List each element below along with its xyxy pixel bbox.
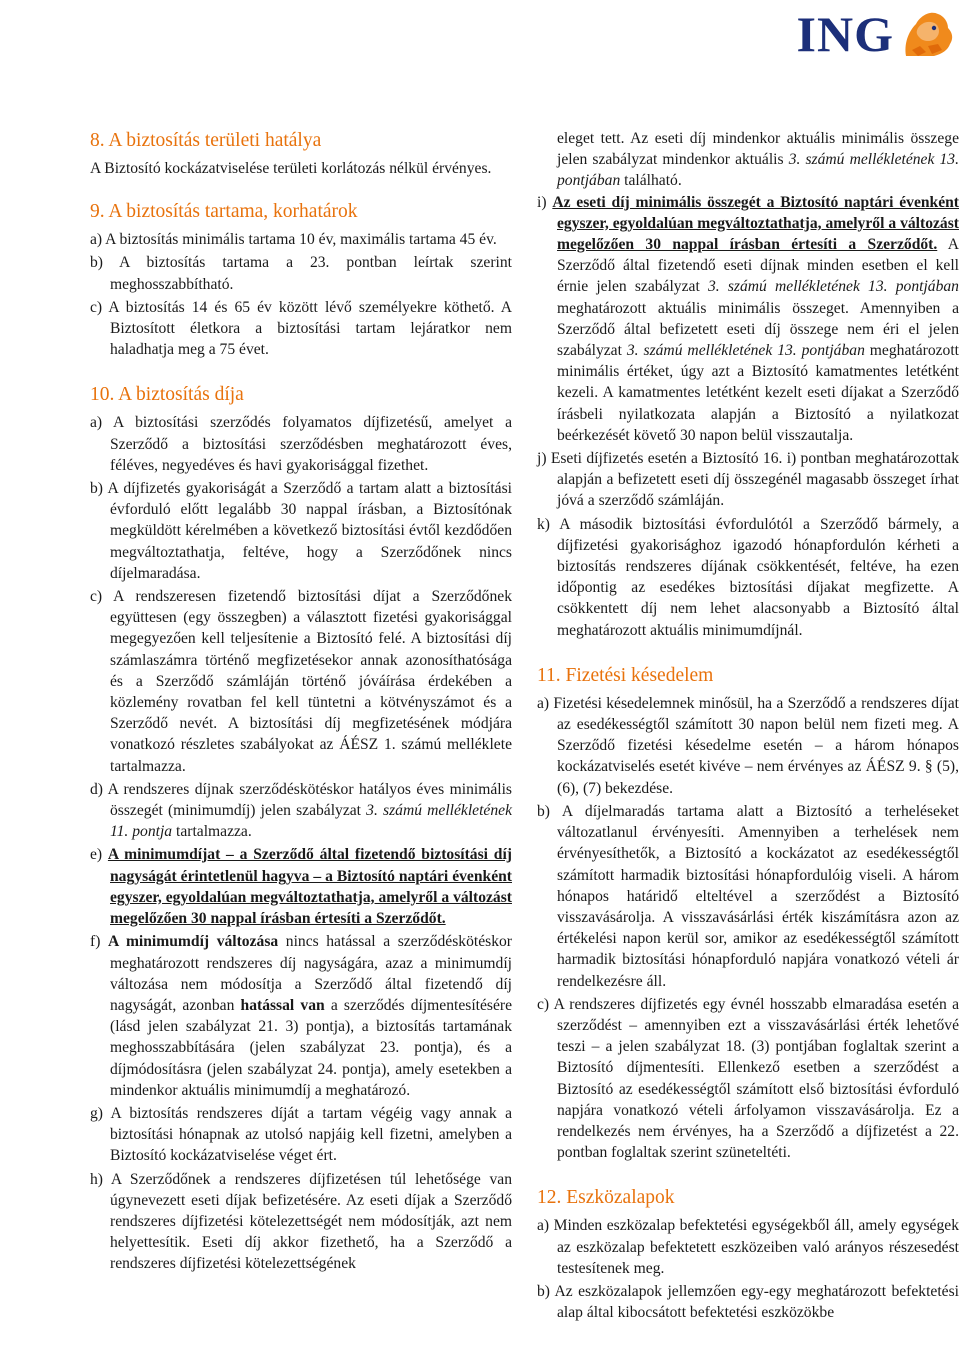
section-9-item-b: b) A biztosítás tartama a 23. pontban leírtak szerint meghosszabbítható.: [90, 254, 512, 293]
section-10-item-d: d) A rendszeres díjnak szerződéskötéskor hatályos éves minimális összegét (minimumdíj) jelen szabályzat 3. számú mellékletének 11. pontja tartalmazza.: [90, 780, 512, 841]
left-column: [90, 128, 512, 1277]
section-10-title: 10. A biztosítás díja: [90, 384, 244, 406]
logo-text: ING: [796, 6, 894, 62]
section-11-item-b: b) A díjelmaradás tartama alatt a Biztosító a terheléseket változatlanul érvényesíti. Amennyiben a terhelések nem érvényesíthetők, a Biztosító a kockázatot az esedékességtől számított harmadik biztosítási hónapfordulóig viseli. A három hónapos határidő elteltével a szerződést a Biztosító visszavásárolja. A visszavásárlási érték kiszámításra azon az értékelési napon kerül sor, amikor az esedékességtől számított harmadik biztosítási hónapforduló napjára vonatkozó vételi ár rendelkezésre áll.: [537, 802, 959, 990]
section-10-item-g: g) A biztosítás rendszeres díját a tartam végéig vagy annak a biztosítási hónapnak az utolsó napjáig kell fizetni, amelyben a Biztosító kockázatviselése véget ért.: [90, 1104, 512, 1165]
emphasis-text: Az eseti díj minimális összegét a Biztosító naptári évenként egyszer, egyoldalúan megváltoztathatja, amelyről a változást megelőzően 30 nappal írásban értesíti a Szerződőt.: [552, 193, 959, 254]
section-12-item-b: b) Az eszközalapok jellemzően egy-egy meghatározott befektetési alap által kibocsátott befektetési eszközökbe: [537, 1282, 959, 1322]
section-10-item-b: b) A díjfizetés gyakoriságát a Szerződő a tartam alatt a biztosítási évforduló előtt legalább 30 nappal írásban, a Biztosítónak megküldött kérelmében a következő biztosítási évtől kezdődően megváltoztathatja, feltéve, hogy a Szerződőnek nincs díjelmaradása.: [90, 480, 512, 582]
right-column: [537, 128, 959, 1325]
section-11-title: 11. Fizetési késedelem: [537, 664, 714, 686]
section-8-title: 8. A biztosítás területi hatálya: [90, 130, 322, 151]
section-10-item-h: h) A Szerződőnek a rendszeres díjfizetésen túl lehetősége van úgynevezett eseti díjak befizetésére. Az eseti díjak a Szerződő rendszeres díjfizetési kötelezettségét nem módosítják, azt nem helyettesítik. Eseti díj akkor fizethető, ha a Szerződő a rendszeres díjfizetési kötelezettségének: [90, 1170, 512, 1273]
section-12-item-a: a) Minden eszközalap befektetési egységekből áll, amely egységek az eszközalap befektetett eszközeiben való arányos részesedést testesítenek meg.: [537, 1217, 959, 1277]
section-9-item-c: c) A biztosítás 14 és 65 év között lévő személyekre köthető. A Biztosított életkora a biztosítási tartam lejáratkor nem haladhatja meg a 75 évet.: [90, 298, 512, 359]
section-9-title: 9. A biztosítás tartama, korhatárok: [90, 201, 358, 223]
section-10-item-h-continued: eleget tett. Az eseti díj mindenkor aktuális minimális összege jelen szabályzat mindenkor aktuális 3. számú mellékletének 13. pontjában található.: [557, 130, 959, 190]
section-8-text: A Biztosító kockázatviselése területi korlátozás nélkül érvényes.: [90, 160, 492, 177]
section-10-item-f: f) A minimumdíj változása nincs hatással a szerződéskötéskor meghatározott rendszeres díj nagyságára, azaz a minimumdíj változása nem módosítja a Szerződő által fizetendő díj nagyságát, azonban hatással van a szerződés díjmentesítésére (lásd jelen szabályzat 21. 3) pontja), a biztosítás tartamának meghosszabbítására (jelen szabályzat 23. pontja), és a díjmódosításra (jelen szabályzat 24. pontja), amely esetekben a mindenkor aktuális minimumdíj a meghatározó.: [90, 933, 513, 1099]
section-10-item-i: i) Az eseti díj minimális összegét a Biztosító naptári évenként egyszer, egyoldalúan megváltoztathatja, amelyről a változást megelőzően 30 nappal írásban értesíti a Szerződőt. A Szerződő által fizetendő eseti díjnak minden esetben el kell érnie jelen szabályzat 3. számú mellékletének 13. pontjában meghatározott aktuális minimális összeget. Amennyiben a Szerződő által befizetett eseti díj összege nem éri el jelen szabályzat 3. számú mellékletének 13. pontjában meghatározott minimális értéket, úgy azt a Biztosító kamatmentes letétként kezeli. A kamatmentes letétként kezelt eseti díjakat a Szerződő írásbeli nyilatkozata alapján a Biztosító a nyilatkozat beérkezését követő 30 napon belül visszautalja.: [537, 193, 959, 444]
section-11-item-c: c) A rendszeres díjfizetés egy évnél hosszabb elmaradása esetén a szerződést – amennyiben ezt a visszavásárlási érték lehetővé teszi – a jelen szabályzat 18. (3) pontjában foglaltak szerint a Biztosító díjmentesíti. Ellenkező esetben a szerződést a Biztosító az esedékességtől számított első biztosítási évforduló napjára vonatkozó vételi árfolyamon visszavásárolja. Ez a rendelkezés nem érvényes, ha a Szerződő a díjfizetést a 22. pontban foglaltak szerint szüneteltéti.: [537, 995, 959, 1162]
section-12-title: 12. Eszközalapok: [537, 1187, 675, 1209]
section-9-item-a: a) A biztosítás minimális tartama 10 év, maximális tartama 45 év.: [90, 231, 497, 249]
annex-reference: 3. számú mellékletének 11. pontja: [110, 802, 512, 841]
section-10-item-k: k) A második biztosítási évfordulótól a Szerződő bármely, a díjfizetési gyakorisághoz igazodó hónapfordulón kérheti a biztosítás rendszeres díjának csökkentését, feltéve, ha ezen időpontig az esedékes biztosítási díjakat megfizette. A csökkentett díj nem lehet alacsonyabb a Biztosító által meghatározott aktuális minimumdíjnál.: [537, 515, 959, 639]
section-11-item-a: a) Fizetési késedelemnek minősül, ha a Szerződő a rendszeres díjat az esedékességtől számított 30 napon belül nem fizeti meg. A Szerződő fizetési késedelme esetén – a három hónapos kockázatviselés esetét kivéve – nem érvényes az ÁÉSZ 9. § (5), (6), (7) bekezdése.: [537, 694, 959, 797]
section-10-item-j: j) Eseti díjfizetés esetén a Biztosító 16. i) pontban meghatározottak alapján a befizetett eseti díj összegénél magasabb összeget írhat jóvá a szerződő számláján.: [537, 450, 959, 510]
ing-logo: [797, 6, 956, 62]
emphasis-text: A minimumdíjat – a Szerződő által fizetendő biztosítási díj nagyságát érintetlenül hagyva – a Biztosító naptári évenként egyszer, egyoldalúan megváltoztathatja, amelyről a változást megelőzően 30 nappal írásban értesíti a Szerződőt.: [107, 846, 512, 928]
lion-icon: [898, 6, 956, 62]
section-10-item-a: a) A biztosítási szerződés folyamatos díjfizetésű, amelyet a Szerződő a biztosítási szerződésben meghatározott éves, féléves, negyedéves és havi gyakorisággal fizethet.: [90, 414, 512, 474]
section-10-item-c: c) A rendszeresen fizetendő biztosítási díjat a Szerződőnek együttesen (egy összegben) a választott fizetési gyakorisággal megegyezően kell teljesítenie a Biztosító felé. A biztosítási díj számlaszámra történő megfizetésekor annak azonosíthatósága és a Szerződő számláján történő jóváírása érdekében a közlemény rovatban fel kell tüntetni a kötvényszámot és a Szerződő nevét. A biztosítási díj megfizetésének módjára vonatkozó részletes szabályokat az ÁÉSZ 1. számú melléklete tartalmazza.: [90, 588, 512, 775]
section-10-item-e: e) A minimumdíjat – a Szerződő által fizetendő biztosítási díj nagyságát érintetlenül hagyva – a Biztosító naptári évenként egyszer, egyoldalúan megváltoztathatja, amelyről a változást megelőzően 30 nappal írásban értesíti a Szerződőt.: [90, 846, 512, 928]
